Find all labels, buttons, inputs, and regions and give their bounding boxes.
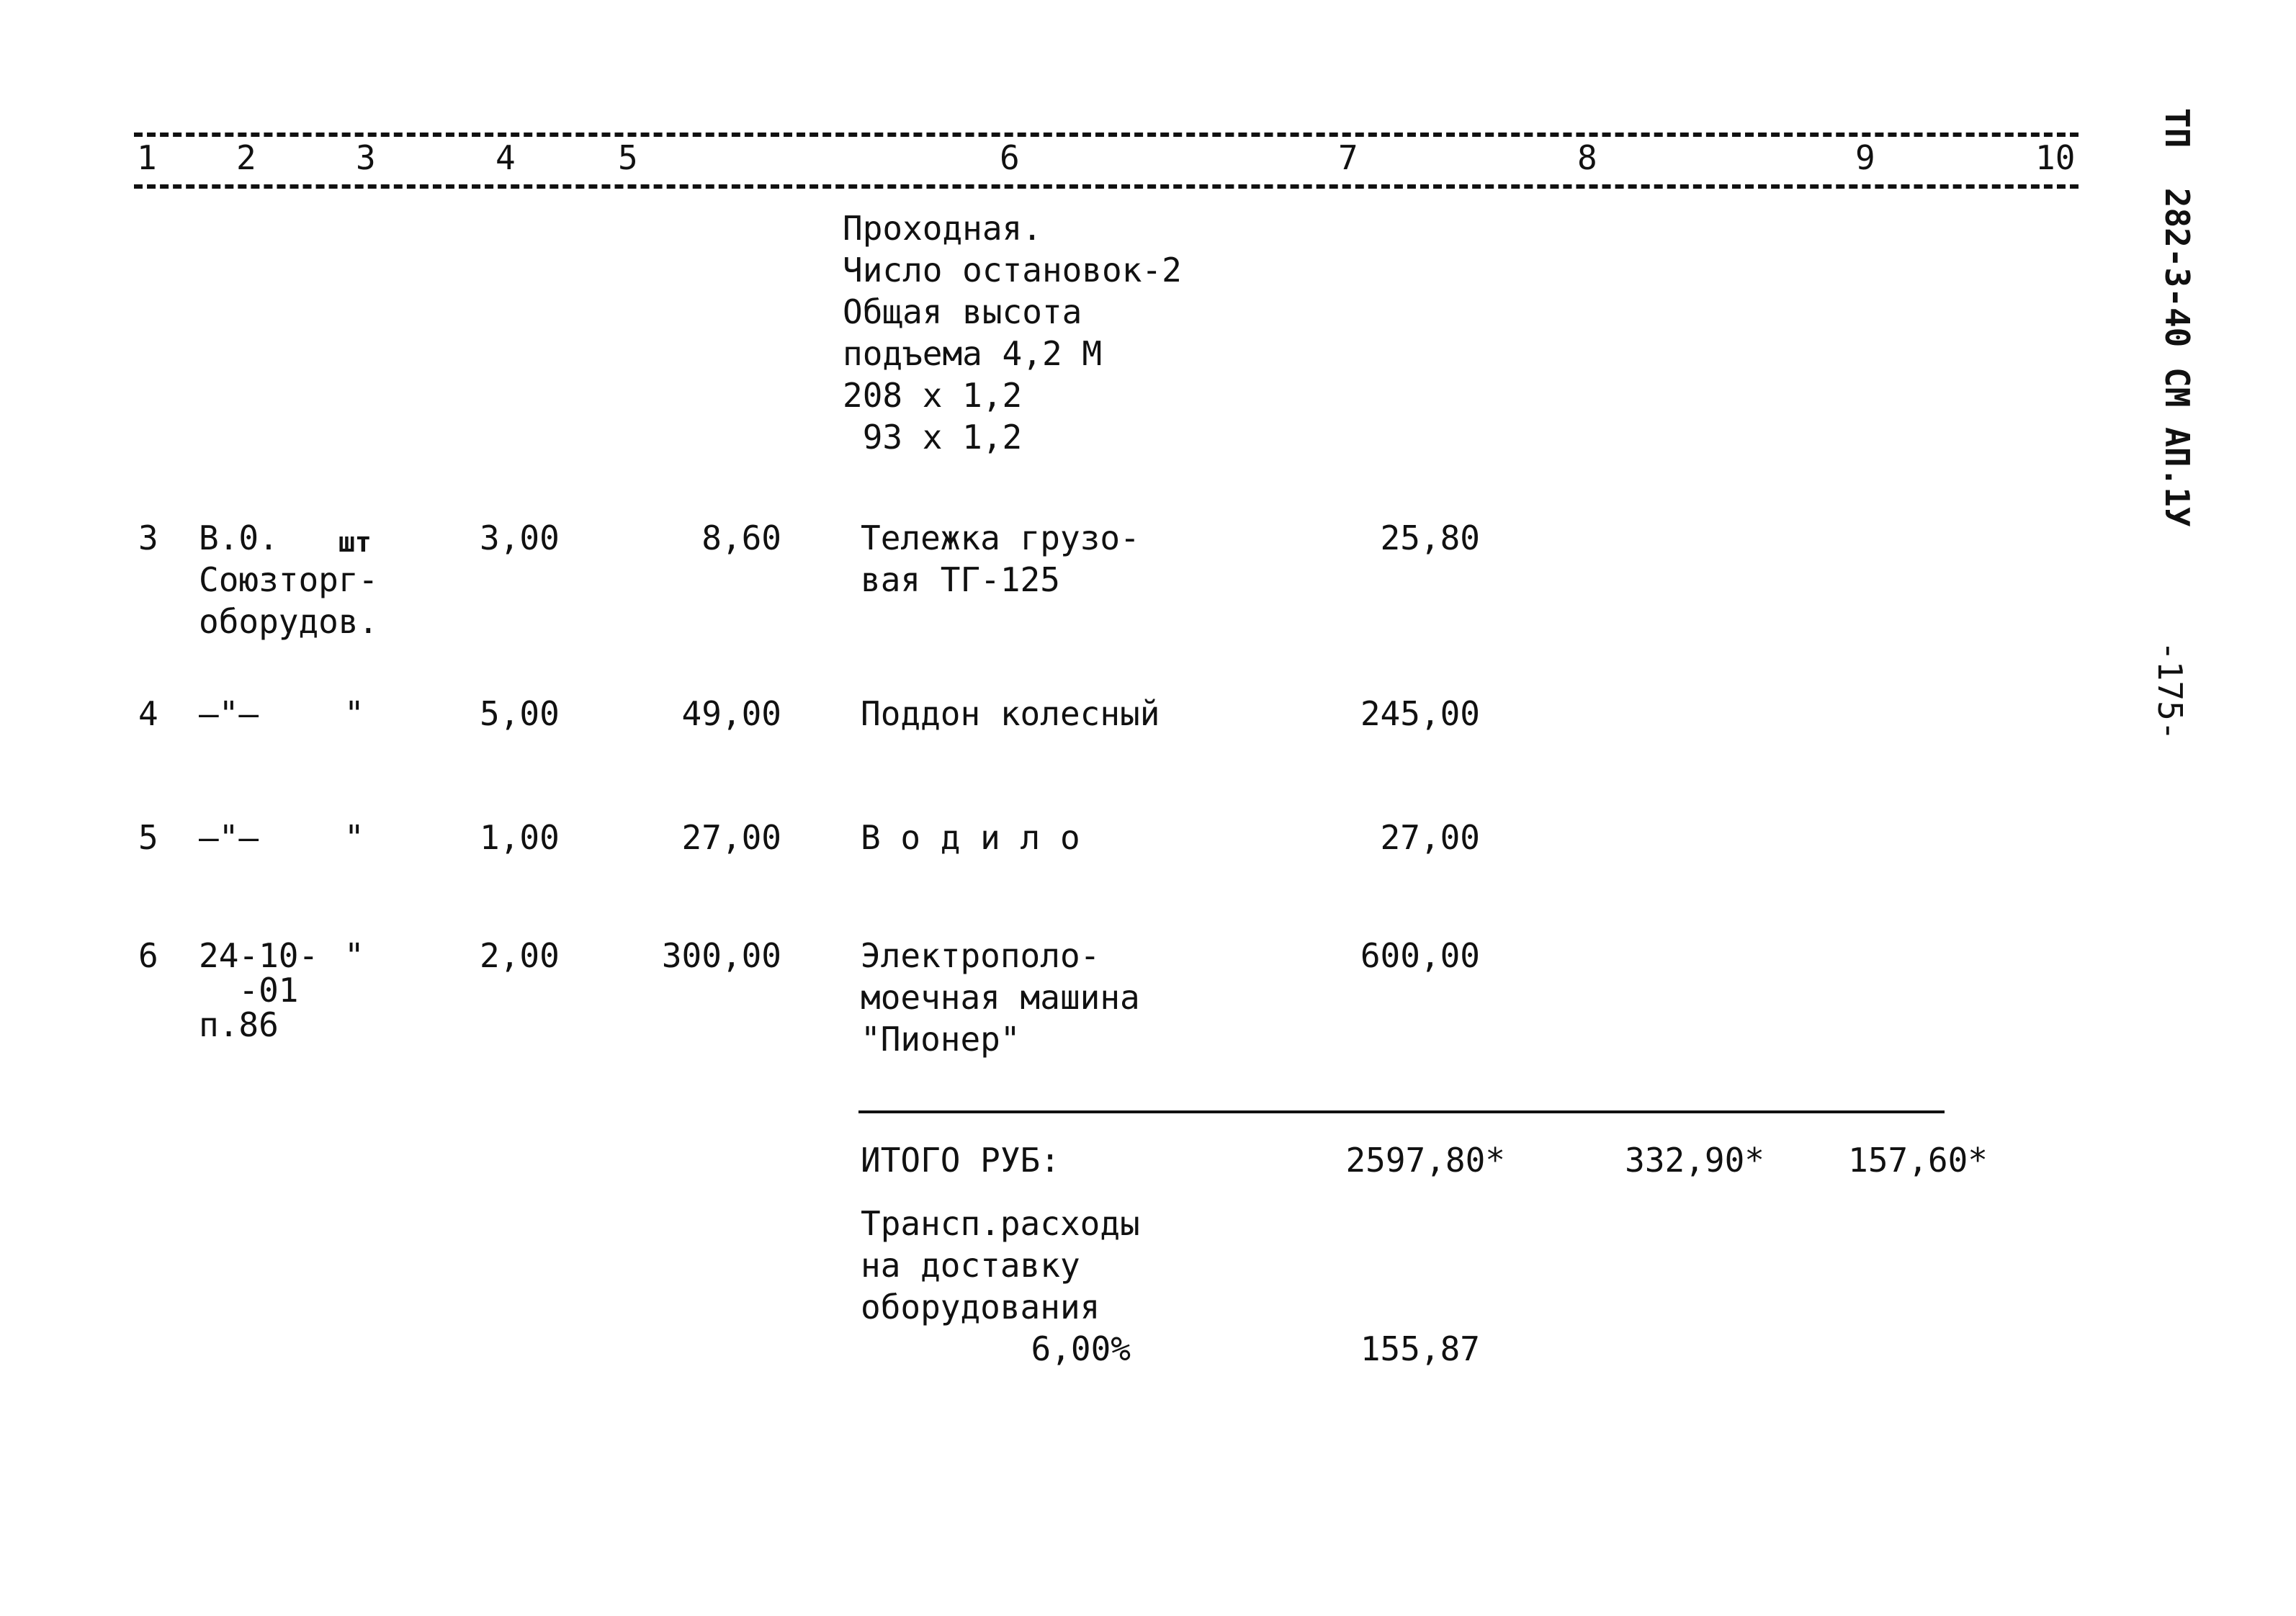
transport-percent: 6,00% [1031,1329,1131,1368]
row-price: 8,60 [701,519,781,557]
row-unit: " [344,818,364,857]
column-number-6: 6 [1000,138,1020,177]
summary-col7: 2597,80* [1345,1141,1505,1180]
column-number-4: 4 [495,138,516,177]
column-number-2: 2 [236,138,256,177]
row-code-line: п.86 [199,1005,279,1044]
row-quantity: 3,00 [480,519,560,557]
column-number-7: 7 [1338,138,1358,177]
row-code-line: —"— [199,818,259,857]
intro-line: Проходная. [843,209,1042,248]
intro-line: Число остановок-2 [843,251,1182,289]
row-name-line: В о д и л о [861,818,1080,857]
summary-col9: 157,60* [1848,1141,1988,1180]
row-price: 300,00 [661,936,781,975]
row-unit: " [344,936,364,975]
intro-line: подъема 4,2 М [843,334,1103,373]
row-code-line: оборудов. [199,602,379,641]
row-unit: " [344,694,364,733]
row-unit: шт [338,526,372,558]
row-name-line: Поддон колесный [861,694,1160,733]
row-name-line: моечная машина [861,978,1140,1017]
row-total: 25,80 [1380,519,1480,557]
row-number: 3 [138,519,158,557]
side-header [2158,108,2197,527]
transport-line: Трансп.расходы [861,1204,1140,1243]
intro-line: Общая высота [843,292,1082,331]
row-total: 245,00 [1360,694,1480,733]
row-total: 600,00 [1360,936,1480,975]
page-number-text: -175- [2151,641,2189,741]
transport-line: на доставку [861,1246,1080,1285]
row-total: 27,00 [1380,818,1480,857]
summary-col8: 332,90* [1625,1141,1764,1180]
row-quantity: 1,00 [480,818,560,857]
row-quantity: 5,00 [480,694,560,733]
column-number-9: 9 [1855,138,1875,177]
row-name-line: Электрополо- [861,936,1100,975]
row-code-line: —"— [199,694,259,733]
row-code-line: В.0. [199,519,279,557]
row-name-line: "Пионер" [861,1020,1021,1059]
column-number-10: 10 [2035,138,2076,177]
column-number-3: 3 [356,138,376,177]
column-number-8: 8 [1577,138,1597,177]
column-number-1: 1 [137,138,157,177]
summary-rule [858,1110,1945,1113]
transport-line: оборудования [861,1288,1100,1327]
row-number: 4 [138,694,158,733]
side-header-text: ТП 282-3-40 СМ АП.1У [2158,108,2197,527]
header-top-rule [134,133,2078,137]
column-number-5: 5 [618,138,638,177]
row-code-line: -01 [199,971,299,1010]
row-code-line: 24-10- [199,936,319,975]
row-code-line: Союзторг- [199,560,379,599]
row-name-line: вая ТГ-125 [861,560,1060,599]
row-price: 27,00 [681,818,781,857]
header-bottom-rule [134,184,2078,189]
transport-value: 155,87 [1360,1329,1480,1368]
intro-line: 93 х 1,2 [843,418,1023,457]
intro-line: 208 х 1,2 [843,376,1023,415]
row-number: 6 [138,936,158,975]
row-quantity: 2,00 [480,936,560,975]
row-number: 5 [138,818,158,857]
row-price: 49,00 [681,694,781,733]
page-number [2151,641,2189,741]
row-name-line: Тележка грузо- [861,519,1140,557]
summary-label: ИТОГО РУБ: [861,1141,1060,1180]
